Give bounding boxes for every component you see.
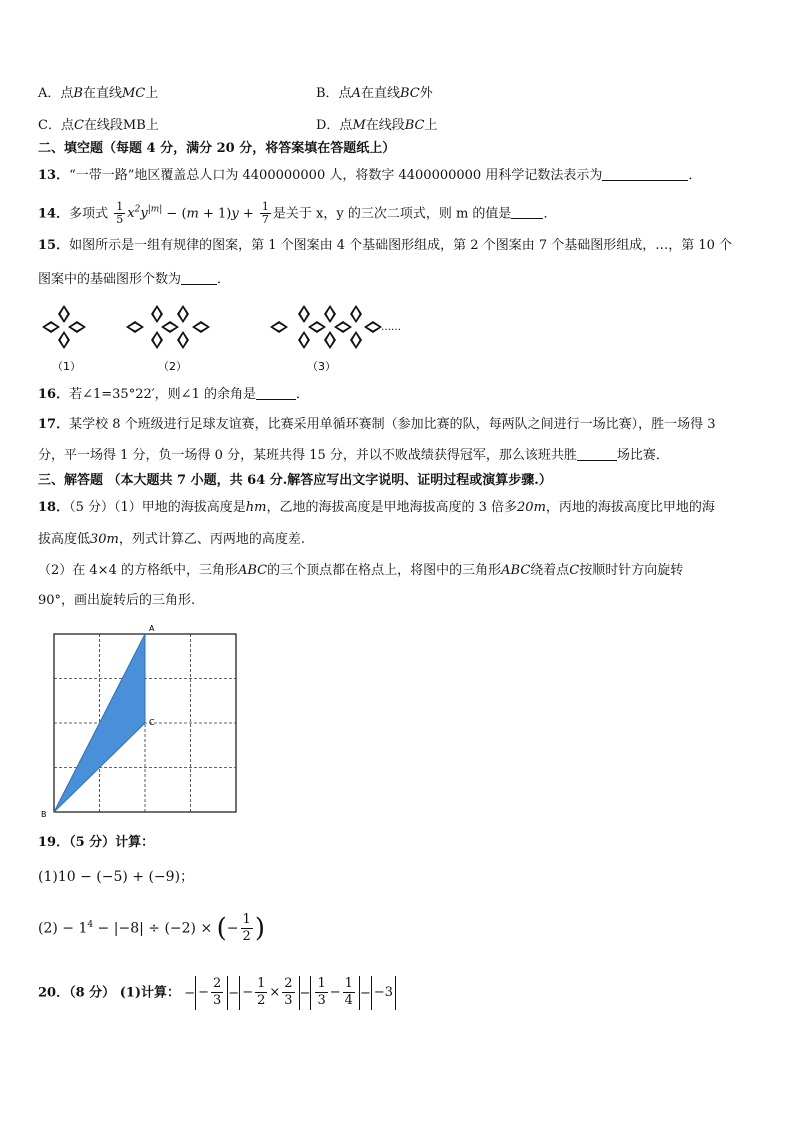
pattern-3 <box>270 305 382 349</box>
polynomial-m: m <box>186 206 199 222</box>
option-c-text2: 上 <box>145 118 159 133</box>
polynomial-term-1: $x^2y^{|m|}$ <box>127 205 163 222</box>
fraction-one-fifth <box>114 201 125 226</box>
question-18-line-2 <box>38 531 305 549</box>
abs-2: − $\frac{1}{2}$ × $\frac{2}{3}$ <box>239 976 299 1010</box>
question-17-text: 某学校 8 个班级进行足球友谊赛，比赛采用单循环赛制（参加比赛的队，每两队之间进行一场比赛），胜一场得 3 <box>69 417 716 432</box>
question-17-line-2 <box>38 446 669 465</box>
question-18-text-7: 的三个顶点都在格点上，将图中的三角形 <box>267 563 502 578</box>
question-15-end: ． <box>217 272 231 287</box>
option-b <box>316 82 433 101</box>
section-2-heading: 二、填空题（每题 4 分，满分 20 分，将答案填在答题纸上） <box>38 141 396 156</box>
option-b-var: A <box>351 86 361 101</box>
question-13-number: 13． <box>38 168 70 183</box>
pattern-dots: …… <box>381 322 401 333</box>
abs-3: $\frac{1}{3}$ − $\frac{1}{4}$ <box>310 976 359 1010</box>
answer-blank[interactable] <box>511 204 543 219</box>
question-18-text-9: 按顺时针方向旋转 <box>579 563 684 578</box>
question-15-text-2: 图案中的基础图形个数为 <box>38 272 182 287</box>
fraction-one-half <box>241 912 253 945</box>
option-b-var2: BC <box>399 86 420 101</box>
pattern-figure <box>30 300 410 378</box>
abs-1: − $\frac{2}{3}$ <box>195 976 228 1010</box>
question-14-text: 是关于 x，y 的三次二项式，则 m 的值是 <box>272 206 512 222</box>
polynomial-plus: + <box>238 206 258 222</box>
fraction-denominator: 2 <box>242 929 251 945</box>
vertex-label-b: B <box>41 810 47 819</box>
option-a-text: 在直线 <box>82 86 122 101</box>
option-a-var: B <box>73 86 83 101</box>
option-a-text2: 上 <box>145 86 159 101</box>
question-14-end: ． <box>543 206 557 222</box>
question-20-title: （8 分） (1)计算： <box>69 985 181 1001</box>
question-15-line-2 <box>38 270 230 289</box>
question-18-text-2: ，乙地的海拔高度是甲地海拔高度的 3 倍多 <box>266 500 518 515</box>
pattern-2 <box>126 305 210 349</box>
answer-blank[interactable] <box>577 446 617 461</box>
question-17-end: 场比赛． <box>616 448 669 463</box>
fraction-denominator: 7 <box>261 213 269 227</box>
option-c <box>38 114 159 133</box>
question-18-number: 18． <box>38 500 70 515</box>
option-c-var2: MB <box>122 118 146 133</box>
question-18-text-6: （2）在 4×4 的方格纸中，三角形 <box>38 563 238 578</box>
option-d-var2: BC <box>404 118 425 133</box>
expr-2-exponent: 4 <box>87 920 94 930</box>
question-17-text-2: 分，平一场得 1 分，负一场得 0 分，某班共得 15 分，并以不败战绩获得冠军，那么该班共胜 <box>38 448 577 463</box>
question-18-line-4: 90°，画出旋转后的三角形. <box>38 593 196 608</box>
question-17-number: 17． <box>38 417 70 432</box>
option-d <box>316 114 438 133</box>
option-b-text: 在直线 <box>360 86 400 101</box>
question-15-text: 如图所示是一组有规律的图案，第 1 个图案由 4 个基础图形组成，第 2 个图案由 7 个基础图形组成，…，第 10 个 <box>69 238 733 253</box>
vertex-label-c: C <box>149 718 155 727</box>
q20-expression: − − $\frac{2}{3}$ − − $\frac{1}{2}$ × $\frac{2}{3}$ − $\frac{1}{3}$ − $\frac{1}{4}$ − −3 <box>184 986 396 1001</box>
question-16-end: ． <box>295 387 309 402</box>
polynomial-term-2: − ( <box>162 206 187 222</box>
option-a-label: A．点 <box>38 86 74 101</box>
question-18-text-3: ，丙地的海拔高度比甲地的海 <box>545 500 715 515</box>
question-20 <box>38 976 396 1011</box>
option-d-text: 在线段 <box>365 118 405 133</box>
abs-4: −3 <box>371 976 396 1010</box>
question-16-number: 16． <box>38 387 70 402</box>
question-15-number: 15． <box>38 238 70 253</box>
option-c-var: C <box>73 118 84 133</box>
expr-2-mid: − |−8| ÷ (−2) × <box>93 920 217 937</box>
option-b-label: B．点 <box>316 86 352 101</box>
option-a-var2: MC <box>121 86 146 101</box>
fraction-numerator: 1 <box>261 200 269 214</box>
question-19-expr-1: (1)10 − (−5) + (−9)； <box>38 869 195 885</box>
option-d-text2: 上 <box>424 118 438 133</box>
question-18-text-4: 拔高度低 <box>38 532 91 547</box>
question-13 <box>38 166 701 185</box>
vertex-label-a: A <box>149 624 155 633</box>
pattern-label-3: （3） <box>307 360 336 373</box>
polynomial-term-2b: + 1) <box>198 206 232 222</box>
fraction-denominator: 5 <box>116 213 124 227</box>
pattern-label-2: （2） <box>158 360 187 373</box>
question-15-line-1 <box>38 237 732 255</box>
option-a <box>38 82 158 101</box>
fraction-numerator: 1 <box>116 200 124 214</box>
question-18-line-3 <box>38 562 683 580</box>
question-19-number: 19． <box>38 835 70 850</box>
pattern-1 <box>42 305 86 349</box>
option-c-label: C．点 <box>38 118 74 133</box>
option-c-text: 在线段 <box>83 118 123 133</box>
polynomial-y: y <box>231 206 239 222</box>
question-20-number: 20． <box>38 985 70 1001</box>
answer-blank[interactable] <box>256 385 296 400</box>
minus-sign: − <box>226 920 239 937</box>
var-hm: hm <box>245 500 267 515</box>
question-19-expr-2 <box>38 908 265 946</box>
fraction-one-seventh <box>260 201 271 226</box>
question-16 <box>38 385 309 404</box>
answer-blank[interactable] <box>602 166 688 181</box>
paren-left: ( <box>216 913 227 944</box>
expr-2-pre: (2) − 1 <box>38 920 88 937</box>
pattern-label-1: （1） <box>52 360 81 373</box>
question-18-text-1: （5 分）（1）甲地的海拔高度是 <box>69 500 246 515</box>
option-b-text2: 外 <box>419 86 433 101</box>
question-19-heading <box>38 834 154 852</box>
var-30m: 30m <box>90 532 119 547</box>
option-d-var: M <box>352 118 366 133</box>
fraction-numerator: 1 <box>242 912 251 928</box>
question-18-line-1 <box>38 499 715 517</box>
question-13-text: “一带一路”地区覆盖总人口为 4400000000 人，将数字 4400000000 用科学记数法表示为 <box>69 168 603 183</box>
paren-right: ) <box>254 913 265 944</box>
option-d-label: D．点 <box>316 118 353 133</box>
answer-blank[interactable] <box>181 270 217 285</box>
question-14-pre: 多项式 <box>69 206 109 222</box>
question-19-title: （5 分）计算： <box>69 835 155 850</box>
section-3-heading: 三、解答题 （本大题共 7 小题，共 64 分.解答应写出文字说明、证明过程或演算步骤.） <box>38 473 552 488</box>
question-14-number: 14． <box>38 206 70 222</box>
question-17-line-1 <box>38 416 716 434</box>
question-16-text: 若∠1=35°22′，则∠1 的余角是 <box>69 387 256 402</box>
question-18-text-8: 绕着点 <box>530 563 570 578</box>
var-abc-2: ABC <box>501 563 531 578</box>
question-14 <box>38 196 556 228</box>
var-20m: 20m <box>517 500 546 515</box>
grid-figure <box>38 620 243 820</box>
var-c: C <box>569 563 580 578</box>
question-18-text-5: ，列式计算乙、丙两地的高度差. <box>118 532 306 547</box>
question-13-end: ． <box>688 168 702 183</box>
var-abc: ABC <box>237 563 268 578</box>
